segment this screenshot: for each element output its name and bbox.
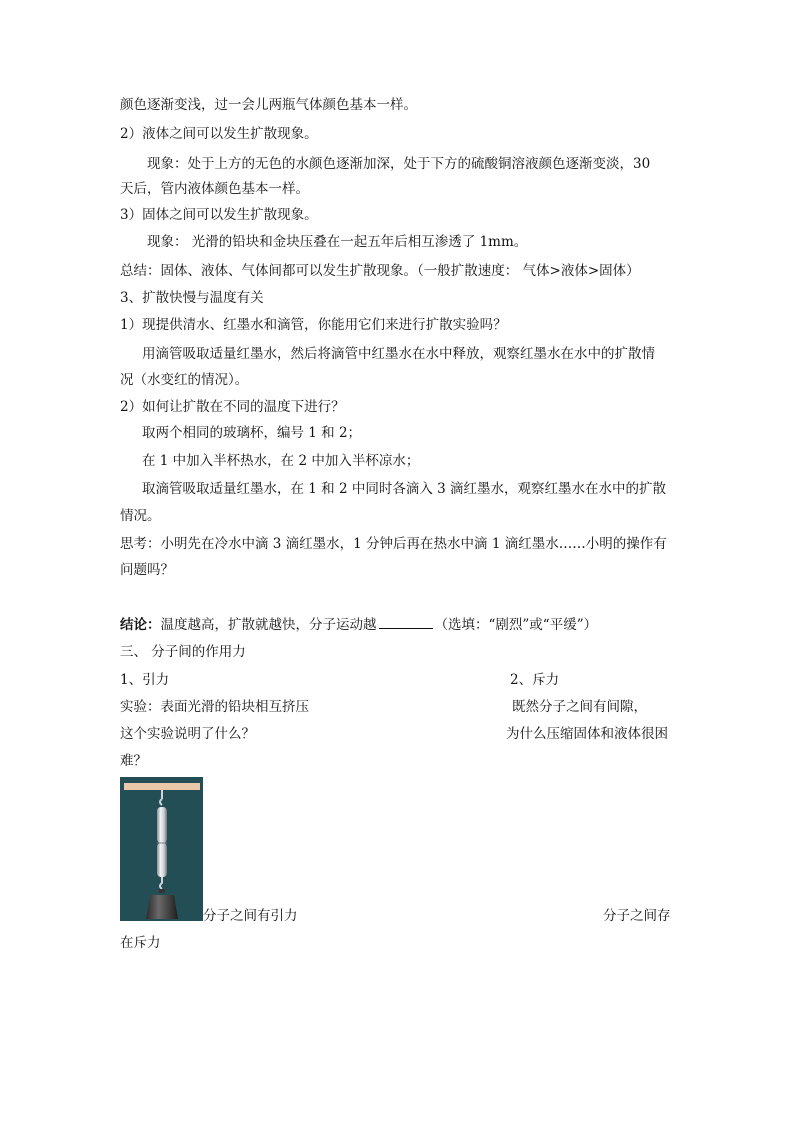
l18: 问题吗？ (120, 562, 174, 578)
l9: 1）现提供清水、红墨水和滴管，你能用它们来进行扩散实验吗？ (120, 317, 507, 333)
fill-in-blank[interactable] (379, 615, 433, 629)
l8: 3、扩散快慢与温度有关 (120, 290, 264, 306)
l13: 取两个相同的玻璃杯，编号 1 和 2； (142, 425, 362, 441)
left-title: 1、引力 (120, 672, 170, 688)
right-question: 为什么压缩固体和液体很困 (506, 726, 668, 742)
l6: 现象： 光滑的铅块和金块压叠在一起五年后相互渗透了 1mm。 (147, 234, 528, 250)
lead-blocks-figure (120, 777, 203, 921)
right-experiment: 既然分子之间有间隙， (512, 699, 647, 715)
left-question: 这个实验说明了什么？ (120, 726, 255, 742)
l1: 颜色逐渐变浅，过一会儿两瓶气体颜色基本一样。 (120, 97, 417, 113)
l17: 思考：小明先在冷水中滴 3 滴红墨水，1 分钟后再在热水中滴 1 滴红墨水……小明的操作有 (120, 536, 667, 552)
l3: 现象：处于上方的无色的水颜色逐渐加深，处于下方的硫酸铜溶液颜色逐渐变淡，30 (147, 156, 651, 172)
left-experiment: 实验：表面光滑的铅块相互挤压 (120, 699, 309, 715)
conclusion-text-after: （选填：“剧烈”或“平缓”） (434, 617, 598, 633)
conclusion-label: 结论： (120, 617, 161, 633)
right-question-cont: 难？ (120, 753, 147, 769)
lead-blocks-illustration (120, 777, 203, 921)
conclusion-text-before: 温度越高，扩散就越快，分子运动越 (160, 617, 377, 633)
right-title: 2、斥力 (510, 672, 560, 688)
l15: 取滴管吸取适量红墨水，在 1 和 2 中同时各滴入 3 滴红墨水，观察红墨水在水中的扩散 (142, 481, 667, 497)
caption-right: 分子之间存 (603, 908, 671, 924)
l5: 3）固体之间可以发生扩散现象。 (120, 207, 318, 223)
l10: 用滴管吸取适量红墨水，然后将滴管中红墨水在水中释放，观察红墨水在水中的扩散情 (142, 346, 655, 362)
l12: 2）如何让扩散在不同的温度下进行？ (120, 399, 345, 415)
l16: 情况。 (120, 508, 161, 524)
caption-right-cont: 在斥力 (120, 935, 161, 951)
l14: 在 1 中加入半杯热水，在 2 中加入半杯凉水； (142, 453, 420, 469)
conclusion-line (120, 615, 597, 634)
caption-left: 分子之间有引力 (203, 908, 298, 924)
section-heading: 三、 分子间的作用力 (120, 644, 246, 660)
l7: 总结：固体、液体、气体间都可以发生扩散现象。（一般扩散速度： 气体>液体>固体） (120, 263, 640, 279)
l11: 况（水变红的情况）。 (120, 372, 249, 388)
l2: 2）液体之间可以发生扩散现象。 (120, 126, 318, 142)
l4: 天后，管内液体颜色基本一样。 (120, 181, 309, 197)
